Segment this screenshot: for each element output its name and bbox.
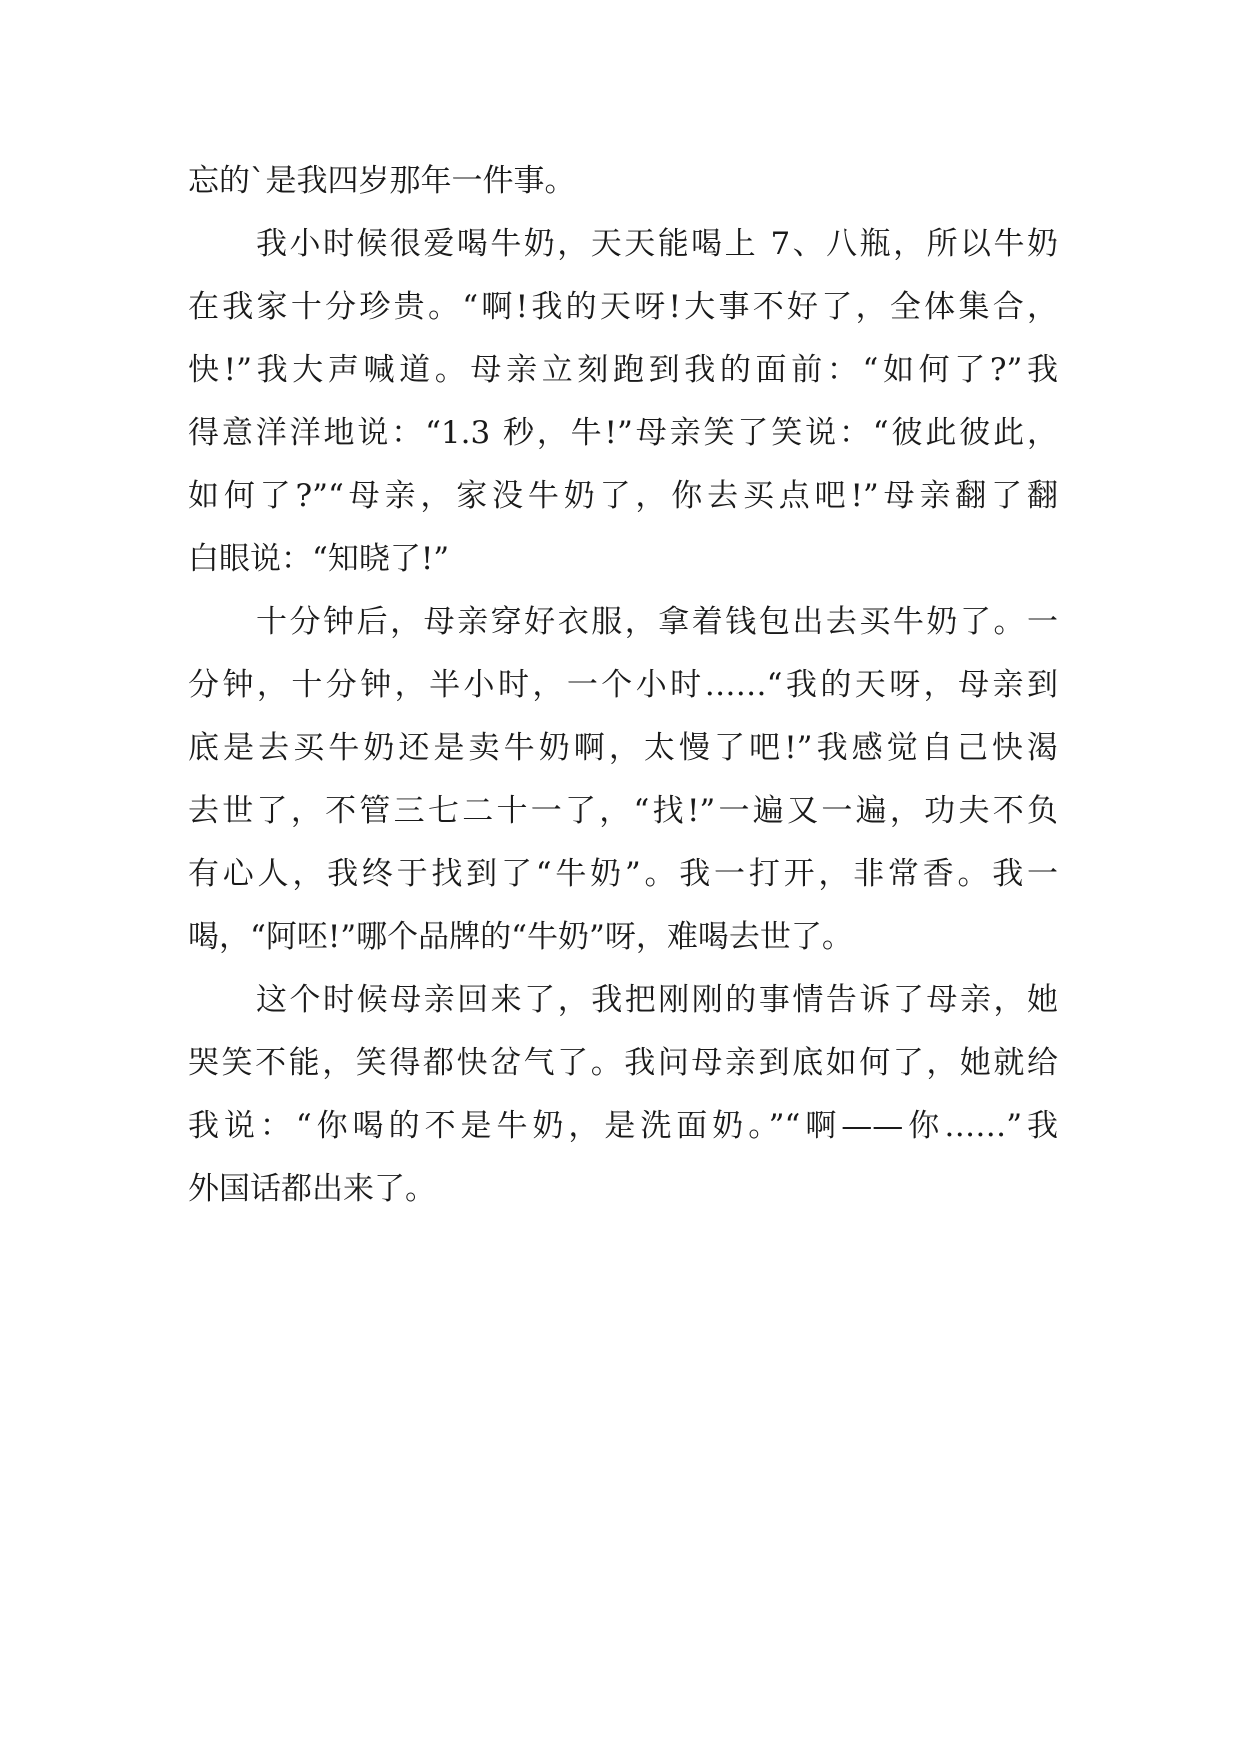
- text-line: [188, 591, 1058, 654]
- text-line: [188, 528, 1058, 591]
- text-line: [188, 654, 1058, 717]
- text-line: [188, 276, 1058, 339]
- text-line: [188, 1158, 1058, 1221]
- text-line: [188, 213, 1058, 276]
- line-text: 在我家十分珍贵。“啊!我的天呀!大事不好了，全体集合，: [188, 289, 1058, 325]
- line-text: 我说：“你喝的不是牛奶，是洗面奶。”“啊——你……”我: [188, 1108, 1058, 1144]
- text-line: [188, 150, 1058, 213]
- text-line: [188, 717, 1058, 780]
- line-text: 十分钟后，母亲穿好衣服，拿着钱包出去买牛奶了。一: [256, 604, 1058, 640]
- line-text: 有心人，我终于找到了“牛奶”。我一打开，非常香。我一: [188, 856, 1058, 892]
- text-line: [188, 780, 1058, 843]
- text-line: [188, 1032, 1058, 1095]
- line-text: 快!”我大声喊道。母亲立刻跑到我的面前：“如何了?”我: [188, 352, 1058, 388]
- text-line: [188, 402, 1058, 465]
- text-line: [188, 969, 1058, 1032]
- line-text: 底是去买牛奶还是卖牛奶啊，太慢了吧!”我感觉自己快渴: [188, 730, 1058, 766]
- text-line: [188, 843, 1058, 906]
- line-text: 去世了，不管三七二十一了，“找!”一遍又一遍，功夫不负: [188, 793, 1058, 829]
- text-line: [188, 906, 1058, 969]
- text-line: [188, 1095, 1058, 1158]
- line-text: 得意洋洋地说：“1.3 秒，牛!”母亲笑了笑说：“彼此彼此，: [188, 415, 1058, 451]
- line-text: 如何了?”“母亲，家没牛奶了，你去买点吧!”母亲翻了翻: [188, 478, 1058, 514]
- line-text: 喝，“阿呸!”哪个品牌的“牛奶”呀，难喝去世了。: [188, 919, 853, 955]
- line-text: 白眼说：“知晓了!”: [188, 541, 450, 577]
- line-text: 这个时候母亲回来了，我把刚刚的事情告诉了母亲，她: [256, 982, 1058, 1018]
- text-line: [188, 465, 1058, 528]
- essay-body: [188, 150, 1058, 1221]
- line-text: 外国话都出来了。: [188, 1171, 436, 1207]
- line-text: 忘的`是我四岁那年一件事。: [188, 163, 576, 199]
- line-text: 我小时候很爱喝牛奶，天天能喝上 7、八瓶，所以牛奶: [256, 226, 1058, 262]
- line-text: 哭笑不能，笑得都快岔气了。我问母亲到底如何了，她就给: [188, 1045, 1058, 1081]
- text-line: [188, 339, 1058, 402]
- line-text: 分钟，十分钟，半小时，一个小时……“我的天呀，母亲到: [188, 667, 1058, 703]
